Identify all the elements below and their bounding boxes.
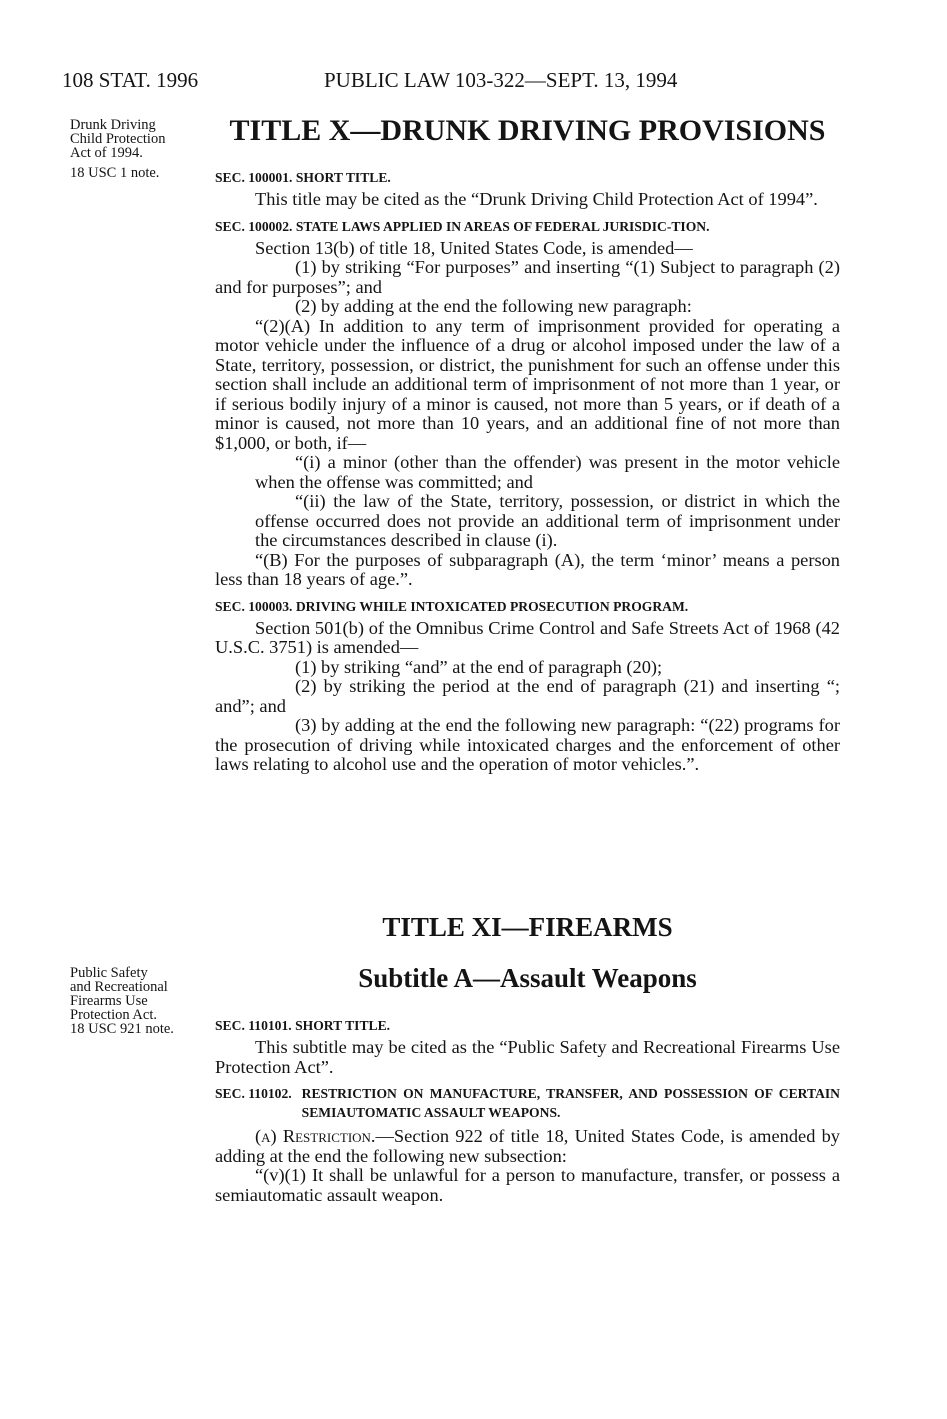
sec-110101-text: This subtitle may be cited as the “Public Safety and Recreational Firearms Use Protection Act”.: [215, 1037, 840, 1077]
sec-100003-para-2: (2) by striking the period at the end of paragraph (21) and inserting “; and”; and: [215, 676, 840, 716]
margin-note-line: Act of 1994.: [70, 145, 143, 161]
title-x-body: [215, 168, 840, 775]
sec-100002-clause-i: “(i) a minor (other than the offender) was present in the motor vehicle when the offense was committed; and: [255, 452, 840, 492]
sec-100002-intro: Section 13(b) of title 18, United States Code, is amended—: [255, 237, 693, 258]
margin-note-line: 18 USC 921 note.: [70, 1021, 174, 1037]
sec-110102-heading: [215, 1084, 840, 1122]
public-law-reference: PUBLIC LAW 103-322—SEPT. 13, 1994: [324, 68, 678, 92]
sec-100001-heading: SEC. 100001. SHORT TITLE.: [215, 170, 391, 185]
subsection-a-label: (a) Restriction.: [255, 1126, 376, 1146]
sec-100002-para-2A: “(2)(A) In addition to any term of imprisonment provided for operating a motor vehicle under the influence of a drug or alcohol imposed under the law of a State, territory, possession, or district, the punishment for such an offense under this section shall include an additional term of imprisonment of not more than 1 year, or if serious bodily injury of a minor is caused, not more than 5 years, or if death of a minor is caused, not more than 10 years, and an additional fine of not more than $1,000, or both, if—: [215, 315, 840, 453]
margin-note-line: 18 USC 1 note.: [70, 165, 160, 181]
margin-note-line: and Recreational: [70, 979, 168, 995]
sec-100002-para-1: (1) by striking “For purposes” and inserting “(1) Subject to paragraph (2) and for purposes”; and: [215, 257, 840, 297]
sec-110102-subsection-a: [215, 1127, 840, 1166]
margin-note-public-safety: [70, 966, 174, 1036]
running-header: [62, 68, 862, 98]
margin-note-line: Protection Act.: [70, 1007, 157, 1023]
title-xi-body: [215, 1016, 840, 1205]
margin-note-line: Firearms Use: [70, 993, 148, 1009]
sec-100003-para-1: (1) by striking “and” at the end of paragraph (20);: [295, 656, 663, 677]
margin-note-drunk-driving: [70, 118, 165, 180]
sec-100002-para-B: “(B) For the purposes of subparagraph (A), the term ‘minor’ means a person less than 18 years of age.”.: [215, 549, 840, 589]
sec-100002-heading: [215, 217, 840, 236]
sec-100002-heading-text: SEC. 100002. STATE LAWS APPLIED IN AREAS OF FEDERAL JURISDIC-TION.: [215, 218, 710, 234]
title-x-heading: TITLE X—DRUNK DRIVING PROVISIONS: [229, 114, 826, 147]
sec-100003-heading: SEC. 100003. DRIVING WHILE INTOXICATED PROSECUTION PROGRAM.: [215, 598, 689, 614]
sec-110101-heading: SEC. 110101. SHORT TITLE.: [215, 1018, 391, 1033]
sec-100003-intro: Section 501(b) of the Omnibus Crime Control and Safe Streets Act of 1968 (42 U.S.C. 3751) is amended—: [215, 617, 840, 657]
sec-110102-subsection-v1: “(v)(1) It shall be unlawful for a person to manufacture, transfer, or possess a semiautomatic assault weapon.: [215, 1165, 840, 1205]
title-xi-heading: TITLE XI—FIREARMS: [382, 912, 673, 942]
sec-100003-para-3: (3) by adding at the end the following new paragraph: “(22) programs for the prosecution of driving while intoxicated charges and the enforcement of other laws relating to alcohol use and the operation of motor vehicles.”.: [215, 715, 840, 774]
sec-100001-text: This title may be cited as the “Drunk Driving Child Protection Act of 1994”.: [255, 189, 818, 209]
sec-100002-para-2: (2) by adding at the end the following new paragraph:: [295, 296, 692, 316]
page-reference: 108 STAT. 1996: [62, 68, 199, 92]
sec-110102-number: SEC. 110102.: [215, 1086, 292, 1101]
margin-note-line: Drunk Driving: [70, 117, 156, 133]
sec-100002-clause-ii: “(ii) the law of the State, territory, possession, or district in which the offense occurred does not provide an additional term of imprisonment under the circumstances described in clause (i).: [255, 491, 840, 550]
sec-110102-title: RESTRICTION ON MANUFACTURE, TRANSFER, AND POSSESSION OF CERTAIN SEMIAUTOMATIC ASSAULT WEAPONS.: [301, 1086, 840, 1120]
subsection-a-text: —Section 922 of title 18, United States Code, is amended by adding at the end the following new subsection:: [215, 1126, 840, 1166]
subtitle-a-heading: Subtitle A—Assault Weapons: [358, 963, 697, 993]
margin-note-line: Child Protection: [70, 131, 166, 147]
margin-note-line: Public Safety: [70, 965, 148, 981]
